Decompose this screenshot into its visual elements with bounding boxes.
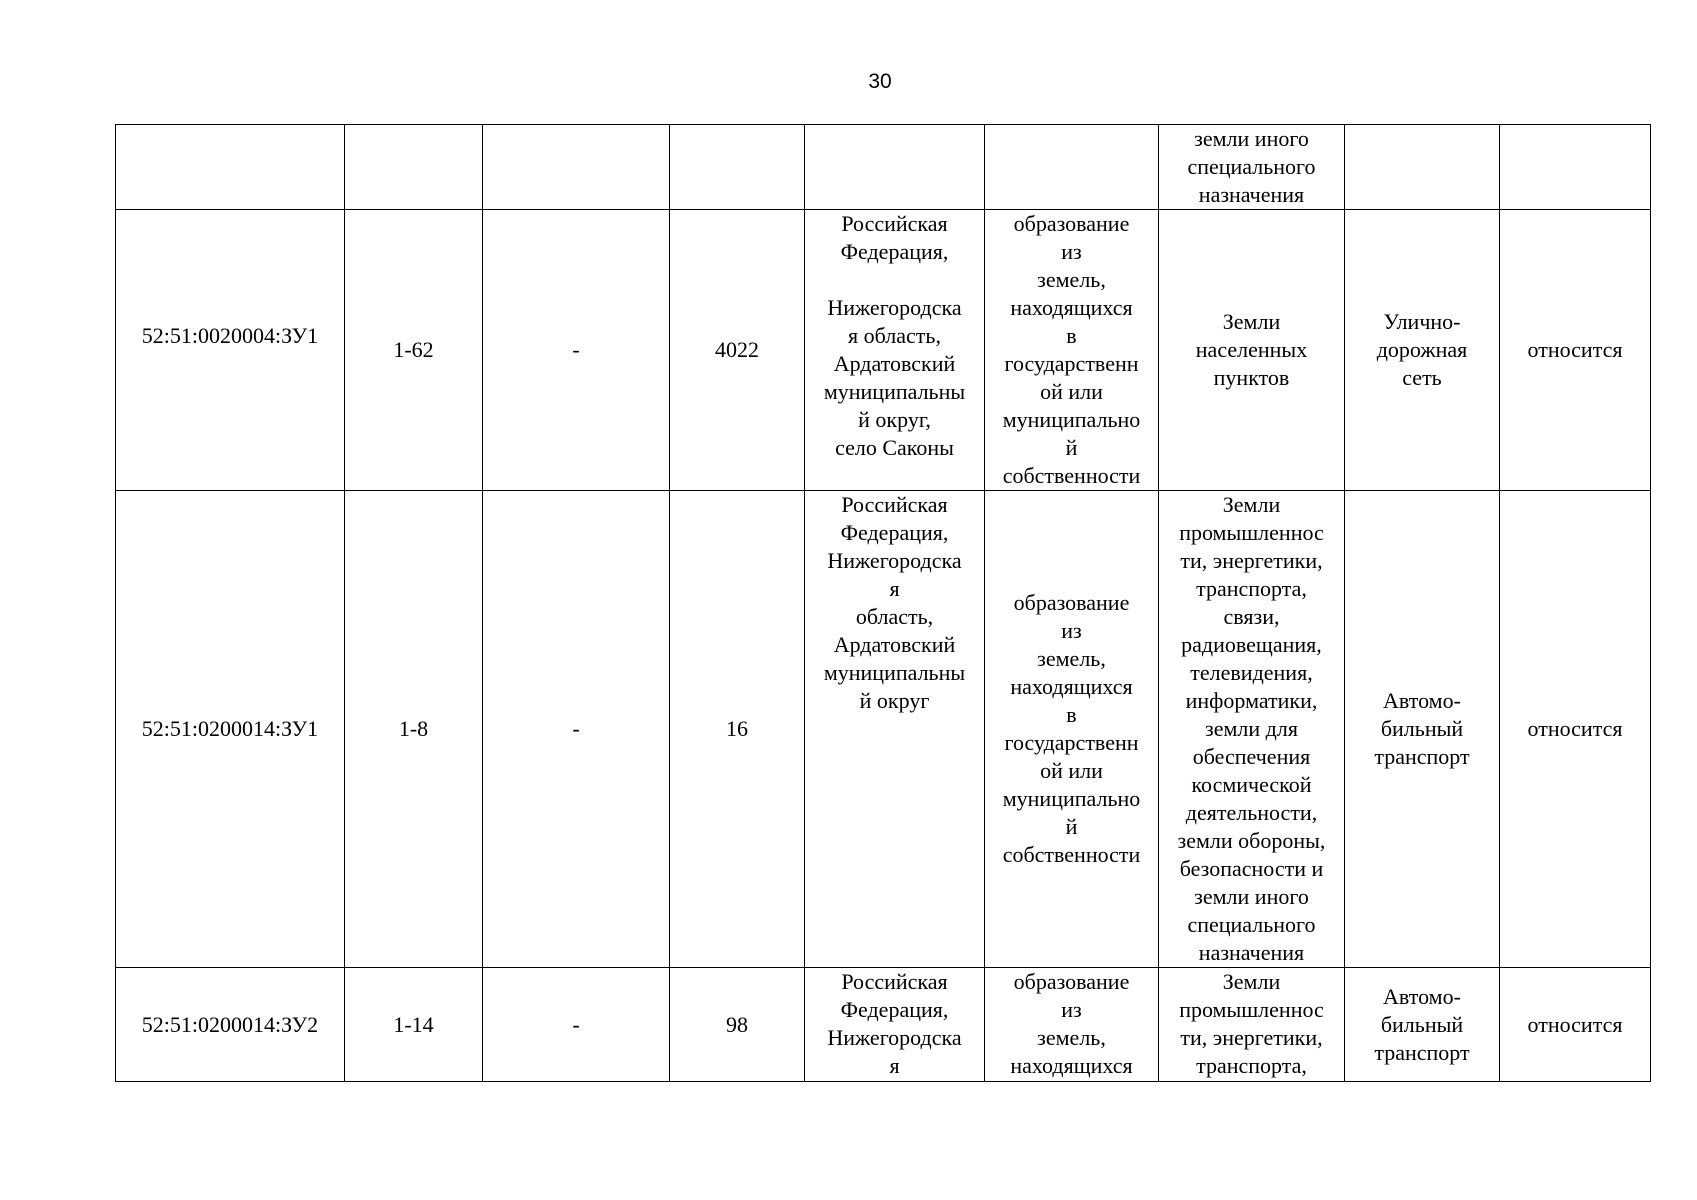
boundary-points-cell: 1-8	[345, 491, 483, 968]
area-old-cell: -	[483, 210, 670, 491]
boundary-points-cell: 1-62	[345, 210, 483, 491]
formation-method-cell	[985, 125, 1159, 210]
table-row	[116, 968, 1651, 1082]
area-old-cell: -	[483, 968, 670, 1082]
area-old-cell	[483, 125, 670, 210]
permitted-use-cell: Автомо- бильный транспорт	[1345, 491, 1500, 968]
address-cell: Российская Федерация, Нижегородска я	[805, 968, 985, 1082]
land-plots-table	[115, 124, 1651, 1082]
boundary-points-cell: 1-14	[345, 968, 483, 1082]
cadastral-number-cell: 52:51:0200014:ЗУ1	[116, 491, 345, 968]
permitted-use-cell	[1345, 125, 1500, 210]
permitted-use-cell: Улично- дорожная сеть	[1345, 210, 1500, 491]
boundary-points-cell	[345, 125, 483, 210]
cadastral-number-cell: 52:51:0200014:ЗУ2	[116, 968, 345, 1082]
address-cell	[805, 125, 985, 210]
permitted-use-cell: Автомо- бильный транспорт	[1345, 968, 1500, 1082]
cadastral-number-cell	[116, 125, 345, 210]
relation-cell: относится	[1500, 491, 1651, 968]
relation-cell	[1500, 125, 1651, 210]
area-new-cell: 98	[670, 968, 805, 1082]
table-row	[116, 491, 1651, 968]
formation-method-cell: образование из земель, находящихся	[985, 968, 1159, 1082]
cadastral-number-cell: 52:51:0020004:ЗУ1	[116, 210, 345, 491]
page-number: 30	[868, 70, 892, 93]
table-row	[116, 125, 1651, 210]
relation-cell: относится	[1500, 210, 1651, 491]
area-new-cell	[670, 125, 805, 210]
area-new-cell: 16	[670, 491, 805, 968]
land-category-cell: Земли промышленнос ти, энергетики, транспорта,	[1159, 968, 1345, 1082]
address-cell: Российская Федерация, Нижегородска я область, Ардатовский муниципальны й округ	[805, 491, 985, 968]
relation-cell: относится	[1500, 968, 1651, 1082]
area-new-cell: 4022	[670, 210, 805, 491]
address-cell: Российская Федерация, Нижегородска я область, Ардатовский муниципальны й округ, село Саконы	[805, 210, 985, 491]
land-category-cell: Земли населенных пунктов	[1159, 210, 1345, 491]
area-old-cell: -	[483, 491, 670, 968]
formation-method-cell: образование из земель, находящихся в государственн ой или муниципально й собственности	[985, 491, 1159, 968]
table-row	[116, 210, 1651, 491]
formation-method-cell: образование из земель, находящихся в государственн ой или муниципально й собственности	[985, 210, 1159, 491]
land-category-cell: земли иного специального назначения	[1159, 125, 1345, 210]
land-category-cell: Земли промышленнос ти, энергетики, транспорта, связи, радиовещания, телевидения, информатики, земли для обеспечения космической деятельности, земли обороны, безопасности и земли иного специального назначения	[1159, 491, 1345, 968]
